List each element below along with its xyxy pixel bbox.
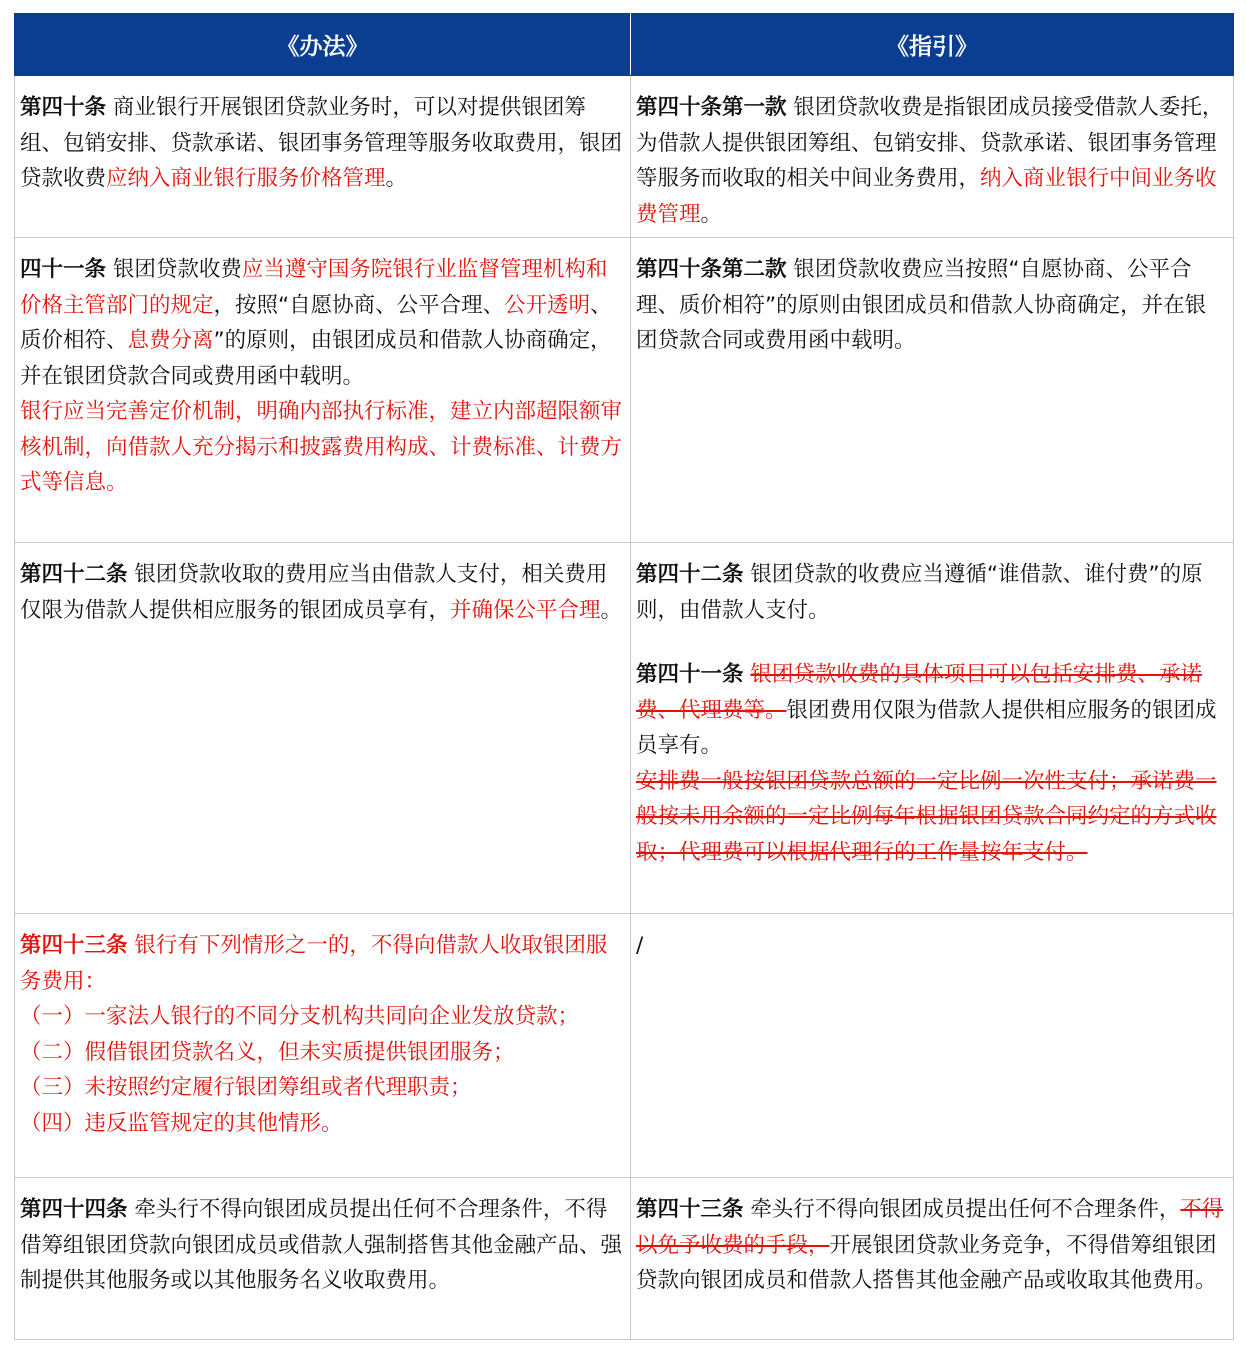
comparison-table [14, 13, 1234, 1340]
paragraph [20, 394, 624, 501]
cell-banfa [15, 543, 631, 914]
clause-number: 第四十条第一款 [636, 95, 787, 120]
added-text: 纳入商业银行中间业务收费管理 [636, 166, 1217, 227]
paragraph [20, 1035, 624, 1071]
clause-text: 。 [700, 201, 723, 227]
cell-zhiyin [631, 914, 1234, 1178]
paragraph [20, 928, 624, 999]
clause-number: 第四十三条 [20, 933, 128, 958]
paragraph [20, 252, 624, 394]
table-row [15, 76, 1234, 238]
paragraph [636, 657, 1227, 764]
clause-number: 第四十一条 [636, 662, 744, 687]
added-text: 息费分离 [127, 328, 214, 353]
deleted-text: 不得以免予收费的手段， [636, 1197, 1224, 1258]
clause-text: 牵头行不得向银团成员提出任何不合理条件，不得借筹组银团贷款向银团成员或借款人强制搭售其他金融产品、强制提供其他服务或以其他服务名义收取费用。 [20, 1197, 623, 1293]
added-text: 应纳入商业银行服务价格管理 [106, 166, 386, 191]
paragraph [20, 999, 624, 1035]
paragraph [636, 1192, 1227, 1299]
added-text: （三）未按照约定履行银团筹组或者代理职责； [20, 1075, 472, 1100]
added-text: （四）违反监管规定的其他情形。 [20, 1110, 343, 1136]
added-text: （二）假借银团贷款名义，但未实质提供银团服务； [20, 1039, 515, 1065]
table-row [15, 914, 1234, 1178]
added-text: 应当遵守国务院银行业监督管理机构和价格主管部门的规定 [20, 257, 608, 318]
clause-text: 。 [600, 597, 623, 623]
clause-number: 第四十二条 [20, 562, 128, 587]
clause-text: 银团贷款收取的费用应当由借款人支付，相关费用仅限为借款人提供相应服务的银团成员享有， [20, 562, 608, 623]
clause-text: 银团贷款收费是指银团成员接受借款人委托，为借款人提供银团筹组、包销安排、贷款承诺、银团事务管理等服务而收取的相关中间业务费用， [636, 95, 1224, 191]
cell-zhiyin [631, 1178, 1234, 1340]
clause-number: 第四十条 [20, 95, 107, 120]
clause-text: ，按照“自愿协商、公平合理、 [213, 292, 505, 318]
cell-banfa [15, 914, 631, 1178]
paragraph [20, 1070, 624, 1106]
deleted-text: 安排费一般按银团贷款总额的一定比例一次性支付；承诺费一般按未用余额的一定比例每年根据银团贷款合同约定的方式收取；代理费可以根据代理行的工作量按年支付。 [636, 768, 1217, 865]
clause-number: 第四十条第二款 [636, 257, 787, 282]
table-row [15, 238, 1234, 543]
cell-zhiyin [631, 76, 1234, 238]
added-text: 银行应当完善定价机制，明确内部执行标准，建立内部超限额审核机制，向借款人充分揭示和披露费用构成、计费标准、计费方式等信息。 [20, 399, 623, 495]
table-row [15, 1178, 1234, 1340]
clause-text: 银团贷款的收费应当遵循“谁借款、谁付费”的原则，由借款人支付。 [636, 562, 1203, 623]
clause-text: 银团贷款收费应当按照“自愿协商、公平合理、质价相符”的原则由银团成员和借款人协商确定，并在银团贷款合同或费用函中载明。 [636, 257, 1207, 353]
paragraph [20, 1106, 624, 1142]
clause-text: 商业银行开展银团贷款业务时，可以对提供银团筹组、包销安排、贷款承诺、银团事务管理等服务收取费用，银团贷款收费 [20, 95, 623, 191]
table-row [15, 543, 1234, 914]
paragraph [636, 90, 1227, 232]
header-zhiyin: 《指引》 [631, 14, 1234, 76]
clause-text: 开展银团贷款业务竞争，不得借筹组银团贷款向银团成员和借款人搭售其他金融产品或收取其他费用。 [636, 1232, 1217, 1293]
cell-zhiyin [631, 238, 1234, 543]
clause-text: 银团费用仅限为借款人提供相应服务的银团成员享有。 [636, 697, 1217, 758]
header-banfa: 《办法》 [15, 14, 631, 76]
clause-number: 第四十三条 [636, 1197, 744, 1222]
cell-zhiyin [631, 543, 1234, 914]
paragraph [636, 557, 1227, 628]
clause-text: / [636, 933, 644, 958]
paragraph [636, 928, 1227, 964]
paragraph [20, 1192, 624, 1299]
paragraph [636, 252, 1227, 359]
clause-text: 。 [385, 166, 408, 191]
cell-banfa [15, 238, 631, 543]
added-text: 银行有下列情形之一的，不得向借款人收取银团服务费用： [20, 933, 608, 994]
clause-text: 银团贷款收费 [106, 257, 242, 282]
deleted-text: 银团贷款收费的具体项目可以包括安排费、承诺费、代理费等。 [636, 662, 1202, 723]
clause-text: 牵头行不得向银团成员提出任何不合理条件， [743, 1197, 1181, 1222]
paragraph [636, 764, 1227, 871]
clause-text: 、质价相符、 [20, 292, 612, 353]
cell-banfa [15, 1178, 631, 1340]
cell-banfa [15, 76, 631, 238]
table-header-row [15, 14, 1234, 76]
paragraph [20, 557, 624, 628]
paragraph [20, 90, 624, 197]
clause-number: 第四十四条 [20, 1197, 128, 1222]
added-text: （一）一家法人银行的不同分支机构共同向企业发放贷款； [20, 1004, 580, 1029]
clause-number: 第四十二条 [636, 562, 744, 587]
clause-text: ”的原则，由银团成员和借款人协商确定，并在银团贷款合同或费用函中载明。 [20, 328, 612, 389]
added-text: 公开透明 [504, 292, 591, 318]
added-text: 并确保公平合理 [450, 597, 601, 623]
clause-number: 四十一条 [20, 257, 107, 282]
